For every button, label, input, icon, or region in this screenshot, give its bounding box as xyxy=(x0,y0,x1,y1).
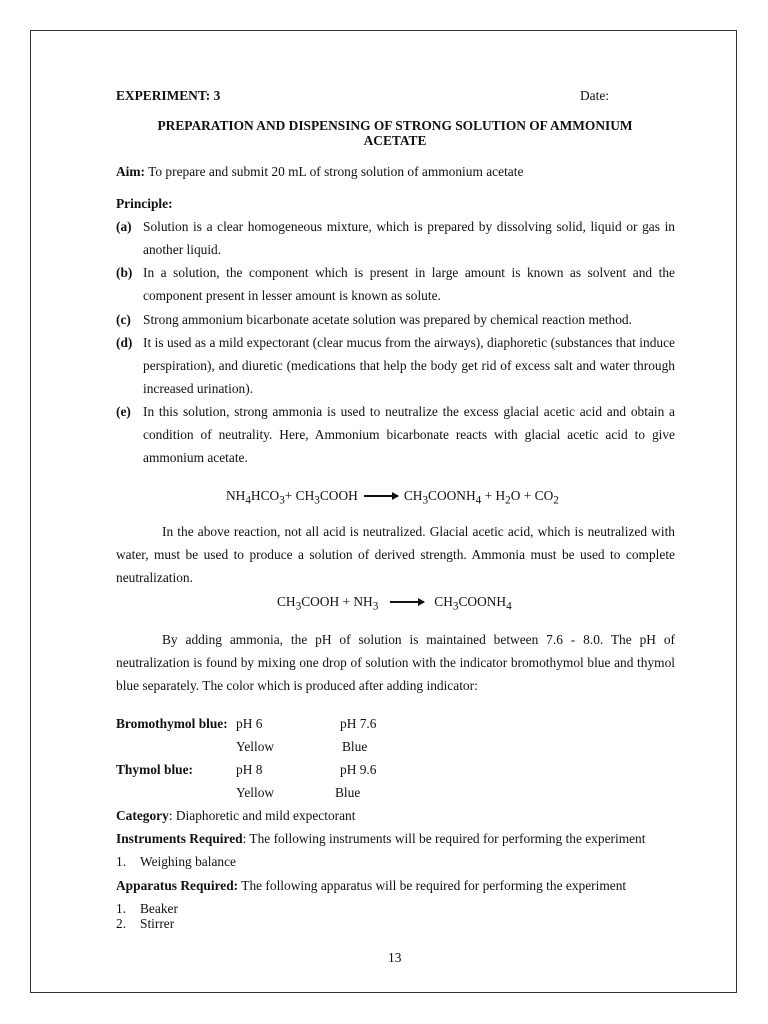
category-text: : Diaphoretic and mild expectorant xyxy=(168,808,356,823)
apparatus-item: Stirrer xyxy=(140,916,175,931)
principle-label-a: (a) xyxy=(116,219,132,234)
indicator-name-bromothymol: Bromothymol blue: xyxy=(116,716,228,731)
apparatus-required xyxy=(116,878,626,894)
page-number: 13 xyxy=(388,950,402,965)
principle-heading: Principle: xyxy=(116,196,173,211)
equation-2: $CH_3COOH + NH_3$ $CH_3COONH_4$ xyxy=(277,594,512,613)
indicator-color-low: Yellow xyxy=(236,785,275,800)
indicator-color-low: Yellow xyxy=(236,739,275,754)
apparatus-label: Apparatus Required: xyxy=(116,878,239,893)
apparatus-item-number: 2. xyxy=(116,916,127,931)
instruments-required xyxy=(116,831,645,847)
indicator-ph-low: pH 8 xyxy=(236,762,263,777)
paragraph-reaction-note: In the above reaction, not all acid is neutralized. Glacial acetic acid, which is neutralized with water, must be used to produce a solution of derived strength. Ammonia must be used to complete neutralization. xyxy=(116,524,675,585)
principle-item-e: In this solution, strong ammonia is used to neutralize the excess glacial acetic acid and obtain a condition of neutrality. Here, Ammonium bicarbonate reacts with glacial acetic acid to give ammonium acetate. xyxy=(143,404,675,465)
instruments-text: : The following instruments will be required for performing the experiment xyxy=(242,831,646,846)
aim xyxy=(116,164,523,180)
experiment-number: EXPERIMENT: 3 xyxy=(116,88,221,103)
instruments-label: Instruments Required xyxy=(116,831,243,846)
principle-label-e: (e) xyxy=(116,404,131,419)
principle-label-b: (b) xyxy=(116,265,133,280)
apparatus-text: The following apparatus will be required for performing the experiment xyxy=(238,878,627,893)
title-line-2: ACETATE xyxy=(363,133,427,148)
indicator-name-thymol: Thymol blue: xyxy=(116,762,194,777)
principle-label-c: (c) xyxy=(116,312,131,327)
principle-item-a: Solution is a clear homogeneous mixture, which is prepared by dissolving solid, liquid or gas in another liquid. xyxy=(143,219,675,257)
principle-label-d: (d) xyxy=(116,335,133,350)
apparatus-item: Beaker xyxy=(140,901,178,916)
equation-1: $NH_4HCO_3+$ $CH_3COOH$ $CH_3COONH_4 + H_2O + CO_2$ xyxy=(226,488,559,507)
principle-item-c: Strong ammonium bicarbonate acetate solution was prepared by chemical reaction method. xyxy=(143,312,632,327)
principle-item-b: In a solution, the component which is present in large amount is known as solvent and the component present in lesser amount is known as solute. xyxy=(143,265,675,303)
aim-text: To prepare and submit 20 mL of strong solution of ammonium acetate xyxy=(145,164,524,179)
paragraph-ph-note: By adding ammonia, the pH of solution is maintained between 7.6 - 8.0. The pH of neutralization is found by mixing one drop of solution with the indicator bromothymol blue and thymol blue separately. The color which is produced after adding indicator: xyxy=(116,632,675,693)
reaction-arrow-icon xyxy=(390,601,424,603)
instrument-item: Weighing balance xyxy=(140,854,236,869)
category-label: Category xyxy=(116,808,169,823)
indicator-ph-high: pH 7.6 xyxy=(340,716,377,731)
date-label: Date: xyxy=(580,88,609,103)
apparatus-item-number: 1. xyxy=(116,901,127,916)
indicator-color-high: Blue xyxy=(342,739,368,754)
instrument-item-number: 1. xyxy=(116,854,127,869)
principle-item-d: It is used as a mild expectorant (clear mucus from the airways), diaphoretic (substances that induce perspiration), and diuretic (medications that help the body get rid of excess salt and water through increased urination). xyxy=(143,335,675,396)
indicator-color-high: Blue xyxy=(335,785,361,800)
title-line-1: PREPARATION AND DISPENSING OF STRONG SOLUTION OF AMMONIUM xyxy=(157,118,633,133)
indicator-ph-high: pH 9.6 xyxy=(340,762,377,777)
reaction-arrow-icon xyxy=(364,495,398,497)
category xyxy=(116,808,355,824)
aim-label: Aim: xyxy=(116,164,146,179)
indicator-ph-low: pH 6 xyxy=(236,716,263,731)
